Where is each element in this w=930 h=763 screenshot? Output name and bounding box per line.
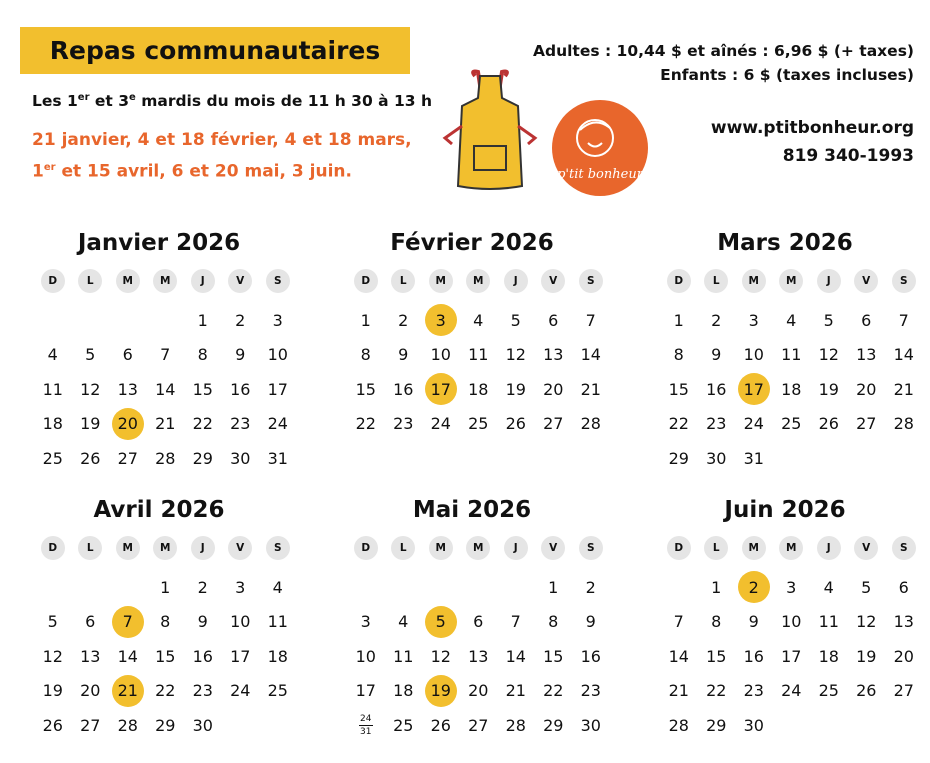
day-cell: 27 xyxy=(80,715,101,735)
day-cell: 8 xyxy=(548,612,559,632)
day-cell: 10 xyxy=(355,646,376,666)
weekday-header: L xyxy=(704,536,728,560)
prices xyxy=(533,39,914,87)
day-cell: 18 xyxy=(393,681,414,701)
weekday-header: J xyxy=(817,536,841,560)
month-calendar xyxy=(347,225,601,441)
day-cell: 10 xyxy=(430,345,451,365)
day-cell: 24 xyxy=(267,414,288,434)
week-row xyxy=(347,674,601,709)
month-title: Juin 2026 xyxy=(724,497,846,523)
day-cell: 24 xyxy=(230,681,251,701)
day-cell: 1 xyxy=(548,577,559,597)
weekday-header: M xyxy=(466,536,490,560)
weekday-header: M xyxy=(742,536,766,560)
day-cell: 9 xyxy=(197,612,208,632)
day-cell: 5 xyxy=(47,612,58,632)
day-cell: 23 xyxy=(192,681,213,701)
day-cell: 1 xyxy=(197,310,208,330)
day-cell: 18 xyxy=(267,646,288,666)
weekday-header: D xyxy=(354,269,378,293)
weekday-header: V xyxy=(854,269,878,293)
day-cell: 4 xyxy=(823,577,834,597)
day-cell: 7 xyxy=(160,345,171,365)
day-cell: 11 xyxy=(42,379,63,399)
weekday-header: M xyxy=(742,269,766,293)
day-cell: 12 xyxy=(430,646,451,666)
day-cell: 14 xyxy=(668,646,689,666)
day-cell: 23 xyxy=(580,681,601,701)
day-cell-highlighted: 21 xyxy=(112,675,144,707)
day-cell: 31 xyxy=(743,448,764,468)
empty-day-cell xyxy=(74,304,106,336)
day-cell: 9 xyxy=(748,612,759,632)
month-calendar xyxy=(34,492,288,743)
day-cell: 12 xyxy=(42,646,63,666)
day-cell: 16 xyxy=(706,379,727,399)
day-cell: 2 xyxy=(197,577,208,597)
day-cell: 21 xyxy=(893,379,914,399)
day-cell: 2 xyxy=(711,310,722,330)
weekday-header: V xyxy=(228,536,252,560)
weekday-header: V xyxy=(541,536,565,560)
day-cell-combined: $\frac{24}{31}$ xyxy=(360,713,372,737)
weekday-header: S xyxy=(266,269,290,293)
weekday-header: J xyxy=(504,536,528,560)
day-cell: 25 xyxy=(393,715,414,735)
day-cell: 25 xyxy=(468,414,489,434)
day-cell: 24 xyxy=(781,681,802,701)
week-row xyxy=(660,674,914,709)
week-row xyxy=(660,338,914,373)
price-adults: Adultes : 10,44 $ et aînés : 6,96 $ (+ taxes) xyxy=(532,42,914,60)
day-cell: 21 xyxy=(505,681,526,701)
day-cell: 13 xyxy=(468,646,489,666)
day-cell: 30 xyxy=(192,715,213,735)
day-cell: 30 xyxy=(706,448,727,468)
day-cell: 5 xyxy=(510,310,521,330)
price-children: Enfants : 6 $ (taxes incluses) xyxy=(660,66,914,84)
day-cell: 1 xyxy=(360,310,371,330)
day-cell: 13 xyxy=(893,612,914,632)
weekday-header: J xyxy=(817,269,841,293)
day-cell: 8 xyxy=(197,345,208,365)
week-row xyxy=(347,407,601,442)
day-cell: 15 xyxy=(192,379,213,399)
day-cell: 4 xyxy=(272,577,283,597)
day-cell: 6 xyxy=(473,612,484,632)
day-cell: 12 xyxy=(818,345,839,365)
day-cell: 26 xyxy=(505,414,526,434)
day-cell: 2 xyxy=(235,310,246,330)
empty-day-cell xyxy=(462,571,494,603)
day-cell: 16 xyxy=(192,646,213,666)
weekday-header: D xyxy=(41,536,65,560)
day-cell: 29 xyxy=(543,715,564,735)
day-cell: 6 xyxy=(548,310,559,330)
weekday-header: D xyxy=(667,269,691,293)
meal-dates-line-2: 1er et 15 avril, 6 et 20 mai, 3 juin. xyxy=(32,161,352,182)
website[interactable]: www.ptitbonheur.org xyxy=(710,118,914,138)
week-row xyxy=(34,372,288,407)
day-cell: 27 xyxy=(117,448,138,468)
day-cell: 27 xyxy=(893,681,914,701)
week-row xyxy=(34,407,288,442)
weekday-header: M xyxy=(153,536,177,560)
month-calendar xyxy=(660,492,914,743)
day-cell: 19 xyxy=(505,379,526,399)
day-cell: 23 xyxy=(743,681,764,701)
day-cell: 25 xyxy=(267,681,288,701)
week-row xyxy=(660,407,914,442)
day-cell: 2 xyxy=(585,577,596,597)
week-row xyxy=(34,674,288,709)
day-cell: 16 xyxy=(393,379,414,399)
day-cell: 6 xyxy=(861,310,872,330)
day-cell: 22 xyxy=(543,681,564,701)
day-cell: 15 xyxy=(355,379,376,399)
week-row xyxy=(34,441,288,476)
day-cell: 8 xyxy=(160,612,171,632)
day-cell: 7 xyxy=(898,310,909,330)
month-calendar xyxy=(34,225,288,476)
day-cell: 26 xyxy=(42,715,63,735)
day-cell: 13 xyxy=(856,345,877,365)
day-cell: 11 xyxy=(393,646,414,666)
svg-text:p'tit bonheur: p'tit bonheur xyxy=(557,167,643,182)
weekday-header: D xyxy=(667,536,691,560)
day-cell: 11 xyxy=(818,612,839,632)
day-cell: 29 xyxy=(668,448,689,468)
empty-day-cell xyxy=(74,571,106,603)
day-cell: 30 xyxy=(743,715,764,735)
month-title: Mars 2026 xyxy=(717,230,853,256)
schedule-text: Les 1er et 3e mardis du mois de 11 h 30 à 13 h xyxy=(32,92,432,111)
week-row xyxy=(347,338,601,373)
weekday-header: V xyxy=(228,269,252,293)
month-title: Mai 2026 xyxy=(412,497,532,523)
day-cell: 4 xyxy=(398,612,409,632)
day-cell: 27 xyxy=(468,715,489,735)
week-row xyxy=(660,708,910,743)
weekday-header: M xyxy=(429,269,453,293)
day-cell: 14 xyxy=(155,379,176,399)
day-cell: 6 xyxy=(122,345,133,365)
day-cell: 21 xyxy=(155,414,176,434)
ptit-bonheur-logo xyxy=(550,98,650,198)
day-cell: 30 xyxy=(230,448,251,468)
week-row xyxy=(347,605,597,640)
day-cell-highlighted: 19 xyxy=(425,675,457,707)
week-row xyxy=(660,605,914,640)
day-cell: 4 xyxy=(786,310,797,330)
day-cell: 1 xyxy=(160,577,171,597)
day-cell: 30 xyxy=(580,715,601,735)
weekday-header: M xyxy=(116,536,140,560)
day-cell: 28 xyxy=(155,448,176,468)
day-cell: 23 xyxy=(230,414,251,434)
day-cell: 7 xyxy=(510,612,521,632)
day-cell: 15 xyxy=(706,646,727,666)
day-cell: 7 xyxy=(673,612,684,632)
day-cell: 18 xyxy=(818,646,839,666)
weekday-header-row xyxy=(660,269,910,303)
meal-dates-line-1: 21 janvier, 4 et 18 février, 4 et 18 mars, xyxy=(32,130,412,150)
day-cell: 1 xyxy=(673,310,684,330)
day-cell: 16 xyxy=(743,646,764,666)
day-cell: 22 xyxy=(192,414,213,434)
day-cell: 24 xyxy=(430,414,451,434)
day-cell: 29 xyxy=(155,715,176,735)
day-cell: 10 xyxy=(743,345,764,365)
day-cell: 22 xyxy=(155,681,176,701)
day-cell: 28 xyxy=(668,715,689,735)
week-row xyxy=(347,303,597,338)
day-cell: 10 xyxy=(781,612,802,632)
day-cell: 9 xyxy=(585,612,596,632)
day-cell: 23 xyxy=(706,414,727,434)
day-cell: 13 xyxy=(117,379,138,399)
weekday-header-row xyxy=(347,536,597,570)
empty-day-cell xyxy=(112,304,144,336)
day-cell: 13 xyxy=(543,345,564,365)
day-cell: 15 xyxy=(155,646,176,666)
day-cell: 20 xyxy=(468,681,489,701)
weekday-header: M xyxy=(116,269,140,293)
day-cell: 18 xyxy=(42,414,63,434)
weekday-header: V xyxy=(854,536,878,560)
day-cell: 29 xyxy=(706,715,727,735)
week-row xyxy=(34,303,284,338)
day-cell: 3 xyxy=(748,310,759,330)
day-cell: 20 xyxy=(893,646,914,666)
day-cell: 22 xyxy=(706,681,727,701)
empty-day-cell xyxy=(149,304,181,336)
day-cell: 19 xyxy=(818,379,839,399)
day-cell: 26 xyxy=(80,448,101,468)
weekday-header-row xyxy=(660,536,910,570)
day-cell: 17 xyxy=(230,646,251,666)
day-cell: 25 xyxy=(781,414,802,434)
empty-day-cell xyxy=(37,304,69,336)
weekday-header: D xyxy=(354,536,378,560)
day-cell: 20 xyxy=(543,379,564,399)
day-cell: 14 xyxy=(117,646,138,666)
apron-icon xyxy=(440,68,540,198)
day-cell: 5 xyxy=(85,345,96,365)
meal-dates xyxy=(32,126,432,186)
weekday-header: L xyxy=(391,269,415,293)
weekday-header: S xyxy=(892,536,916,560)
day-cell-highlighted: 20 xyxy=(112,408,144,440)
weekday-header-row xyxy=(34,269,284,303)
week-row xyxy=(34,708,284,743)
day-cell-highlighted: 7 xyxy=(112,606,144,638)
weekday-header: D xyxy=(41,269,65,293)
day-cell: 25 xyxy=(818,681,839,701)
day-cell: 11 xyxy=(468,345,489,365)
day-cell: 5 xyxy=(861,577,872,597)
week-row xyxy=(347,639,601,674)
day-cell: 31 xyxy=(267,448,288,468)
day-cell: 11 xyxy=(267,612,288,632)
day-cell: 25 xyxy=(42,448,63,468)
weekday-header: S xyxy=(892,269,916,293)
weekday-header: J xyxy=(191,536,215,560)
week-row xyxy=(34,605,288,640)
week-row xyxy=(660,441,910,476)
week-row xyxy=(660,570,910,605)
day-cell: 10 xyxy=(230,612,251,632)
weekday-header: M xyxy=(466,269,490,293)
weekday-header: M xyxy=(153,269,177,293)
month-title: Avril 2026 xyxy=(93,497,225,523)
empty-day-cell xyxy=(425,571,457,603)
week-row xyxy=(34,639,288,674)
day-cell: 27 xyxy=(543,414,564,434)
week-row xyxy=(347,372,601,407)
day-cell: 13 xyxy=(80,646,101,666)
empty-day-cell xyxy=(663,571,695,603)
week-row xyxy=(347,708,601,743)
day-cell-highlighted: 3 xyxy=(425,304,457,336)
week-row xyxy=(347,570,597,605)
day-cell: 3 xyxy=(786,577,797,597)
day-cell: 1 xyxy=(711,577,722,597)
day-cell-highlighted: 2 xyxy=(738,571,770,603)
day-cell: 19 xyxy=(80,414,101,434)
weekday-header: J xyxy=(504,269,528,293)
day-cell: 16 xyxy=(580,646,601,666)
empty-day-cell xyxy=(112,571,144,603)
weekday-header: S xyxy=(579,536,603,560)
day-cell: 20 xyxy=(80,681,101,701)
month-calendar xyxy=(347,492,601,743)
day-cell: 3 xyxy=(360,612,371,632)
day-cell: 17 xyxy=(355,681,376,701)
day-cell-highlighted: 17 xyxy=(425,373,457,405)
day-cell: 12 xyxy=(856,612,877,632)
weekday-header: L xyxy=(704,269,728,293)
day-cell: 24 xyxy=(743,414,764,434)
week-row xyxy=(660,639,914,674)
day-cell: 2 xyxy=(398,310,409,330)
day-cell: 28 xyxy=(893,414,914,434)
day-cell: 8 xyxy=(711,612,722,632)
weekday-header: S xyxy=(266,536,290,560)
day-cell: 29 xyxy=(192,448,213,468)
weekday-header: J xyxy=(191,269,215,293)
day-cell: 6 xyxy=(898,577,909,597)
day-cell: 5 xyxy=(823,310,834,330)
day-cell: 20 xyxy=(856,379,877,399)
weekday-header: L xyxy=(78,536,102,560)
day-cell: 17 xyxy=(267,379,288,399)
day-cell: 8 xyxy=(360,345,371,365)
weekday-header: V xyxy=(541,269,565,293)
day-cell: 3 xyxy=(272,310,283,330)
day-cell: 23 xyxy=(393,414,414,434)
day-cell: 14 xyxy=(580,345,601,365)
day-cell: 7 xyxy=(585,310,596,330)
day-cell: 9 xyxy=(711,345,722,365)
week-row xyxy=(660,303,910,338)
day-cell: 3 xyxy=(235,577,246,597)
day-cell: 18 xyxy=(468,379,489,399)
empty-day-cell xyxy=(350,571,382,603)
day-cell: 19 xyxy=(42,681,63,701)
day-cell: 26 xyxy=(430,715,451,735)
day-cell: 22 xyxy=(668,414,689,434)
month-title: Janvier 2026 xyxy=(77,230,241,256)
day-cell: 22 xyxy=(355,414,376,434)
weekday-header: M xyxy=(429,536,453,560)
weekday-header-row xyxy=(347,269,597,303)
day-cell: 10 xyxy=(267,345,288,365)
month-title: Février 2026 xyxy=(390,230,554,256)
weekday-header: M xyxy=(779,536,803,560)
week-row xyxy=(34,570,284,605)
day-cell: 4 xyxy=(473,310,484,330)
contact-info xyxy=(711,114,914,170)
empty-day-cell xyxy=(500,571,532,603)
week-row xyxy=(34,338,288,373)
day-cell: 4 xyxy=(47,345,58,365)
weekday-header: L xyxy=(78,269,102,293)
day-cell: 12 xyxy=(80,379,101,399)
day-cell: 28 xyxy=(580,414,601,434)
month-calendar xyxy=(660,225,914,476)
day-cell: 26 xyxy=(856,681,877,701)
day-cell-highlighted: 17 xyxy=(738,373,770,405)
weekday-header: M xyxy=(779,269,803,293)
day-cell: 9 xyxy=(235,345,246,365)
day-cell: 17 xyxy=(781,646,802,666)
weekday-header-row xyxy=(34,536,284,570)
phone-number[interactable]: 819 340-1993 xyxy=(782,146,914,166)
day-cell: 9 xyxy=(398,345,409,365)
day-cell: 6 xyxy=(85,612,96,632)
day-cell: 8 xyxy=(673,345,684,365)
empty-day-cell xyxy=(387,571,419,603)
day-cell: 28 xyxy=(117,715,138,735)
day-cell: 12 xyxy=(505,345,526,365)
day-cell: 21 xyxy=(580,379,601,399)
day-cell: 21 xyxy=(668,681,689,701)
day-cell: 16 xyxy=(230,379,251,399)
weekday-header: S xyxy=(579,269,603,293)
day-cell: 15 xyxy=(543,646,564,666)
day-cell: 14 xyxy=(893,345,914,365)
day-cell: 11 xyxy=(781,345,802,365)
day-cell: 15 xyxy=(668,379,689,399)
day-cell: 14 xyxy=(505,646,526,666)
day-cell: 28 xyxy=(505,715,526,735)
day-cell-highlighted: 5 xyxy=(425,606,457,638)
week-row xyxy=(660,372,914,407)
day-cell: 18 xyxy=(781,379,802,399)
page-title: Repas communautaires xyxy=(20,27,410,74)
day-cell: 19 xyxy=(856,646,877,666)
day-cell: 26 xyxy=(818,414,839,434)
day-cell: 27 xyxy=(856,414,877,434)
weekday-header: L xyxy=(391,536,415,560)
empty-day-cell xyxy=(37,571,69,603)
